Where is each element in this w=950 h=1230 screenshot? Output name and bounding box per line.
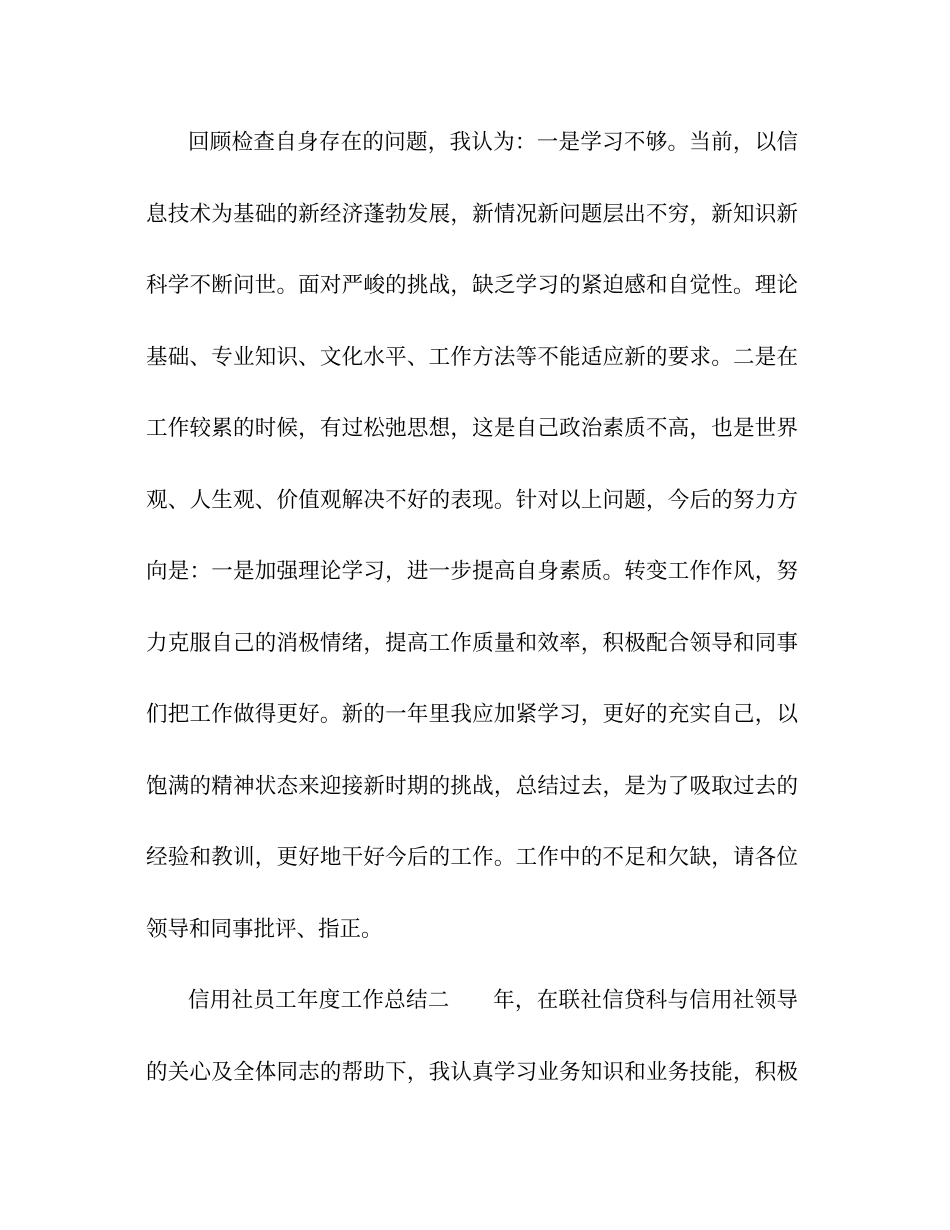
- paragraph-line: 们把工作做得更好。新的一年里我应加紧学习，更好的充实自己，以: [146, 702, 798, 727]
- paragraph-line: 工作较累的时候，有过松弛思想，这是自己政治素质不高，也是世界: [146, 416, 798, 441]
- paragraph-line: 基础、专业知识、文化水平、工作方法等不能适应新的要求。二是在: [146, 345, 798, 370]
- paragraph-line: 领导和同事批评、指正。: [146, 917, 383, 942]
- paragraph-line: 力克服自己的消极情绪，提高工作质量和效率，积极配合领导和同事: [146, 631, 798, 656]
- paragraph-line: 回顾检查自身存在的问题，我认为：一是学习不够。当前，以信: [188, 130, 798, 155]
- paragraph-line: 息技术为基础的新经济蓬勃发展，新情况新问题层出不穷，新知识新: [146, 202, 798, 227]
- paragraph-line: 经验和教训，更好地干好今后的工作。工作中的不足和欠缺，请各位: [146, 845, 798, 870]
- paragraph-line: 向是：一是加强理论学习，进一步提高自身素质。转变工作作风，努: [146, 559, 798, 584]
- paragraph-line: 信用社员工年度工作总结二 年，在联社信贷科与信用社领导: [188, 988, 798, 1013]
- paragraph-line: 科学不断问世。面对严峻的挑战，缺乏学习的紧迫感和自觉性。理论: [146, 273, 798, 298]
- paragraph-line: 饱满的精神状态来迎接新时期的挑战，总结过去，是为了吸取过去的: [146, 774, 798, 799]
- paragraph-line: 观、人生观、价值观解决不好的表现。针对以上问题，今后的努力方: [146, 488, 798, 513]
- paragraph-line: 的关心及全体同志的帮助下，我认真学习业务知识和业务技能，积极: [146, 1060, 798, 1085]
